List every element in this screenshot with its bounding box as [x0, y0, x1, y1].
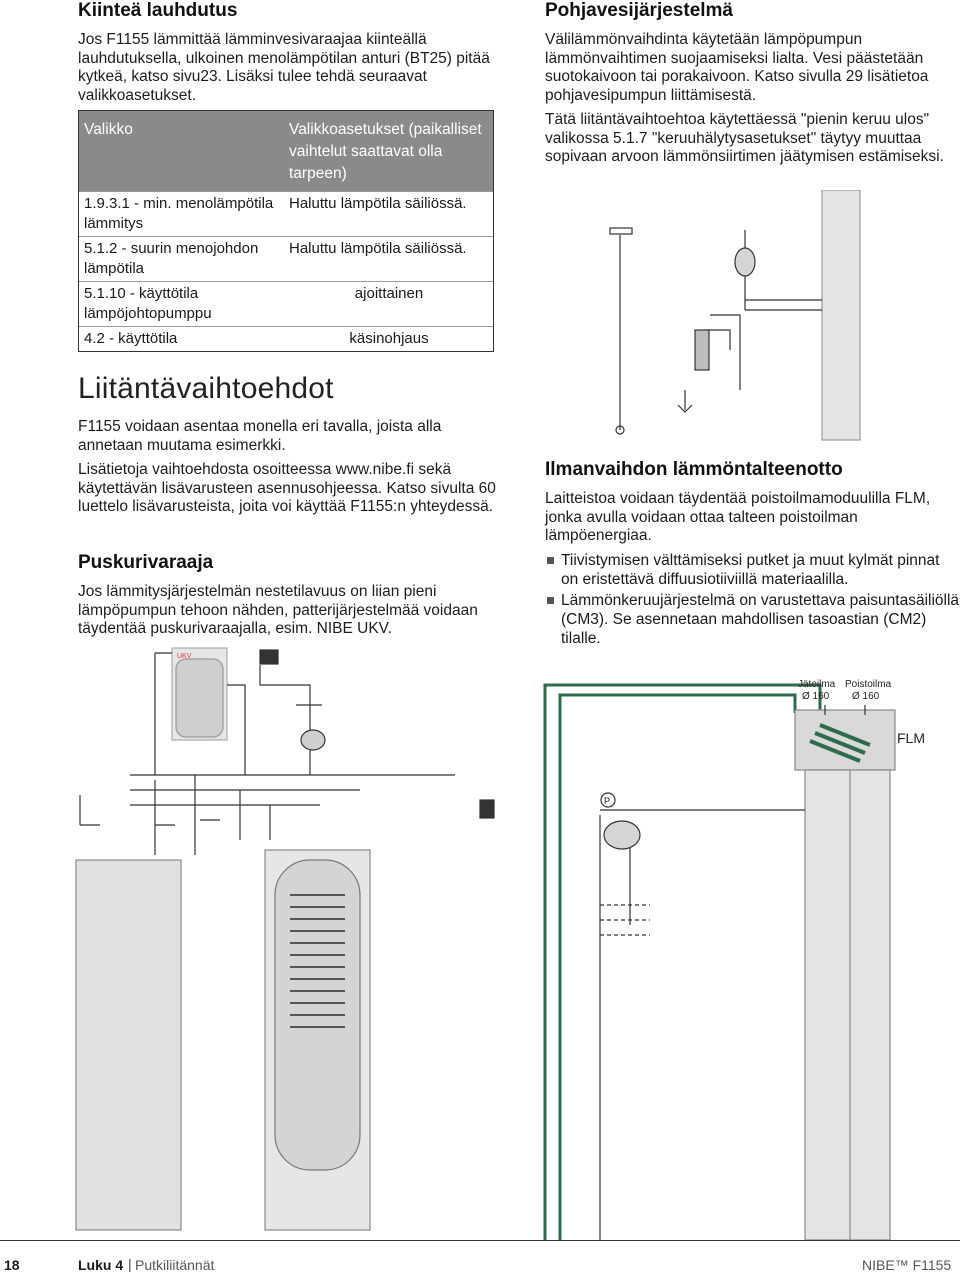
page-number: 18: [4, 1257, 20, 1273]
heat-pump-cabinet: [822, 190, 860, 440]
table-cell-setting: käsinohjaus: [349, 330, 429, 347]
ukv-label: UKV: [177, 653, 192, 660]
table-cell-setting: Haluttu lämpötila säiliössä.: [289, 195, 467, 212]
flm-label: FLM: [897, 730, 925, 746]
radiator-icon: [260, 650, 278, 664]
table-cell-setting: ajoittainen: [354, 285, 424, 302]
table-row: [79, 326, 493, 351]
bullet-item: Tiivistymisen välttämiseksi putket ja muut kylmät pinnat on eristettävä diffuusiotiiviillä materiaalilla.: [545, 551, 960, 589]
table-row: [79, 236, 493, 281]
paragraph-kiintea: Jos F1155 lämmittää lämminvesivaraajaa kiinteällä lauhdutuksella, ulkoinen menolämpötilan anturi (BT25) pitää kytkeä, katso sivu23. Lisäksi tulee tehdä seuraavat valikkoasetukset.: [78, 31, 490, 104]
table-cell-menu: 5.1.2 - suurin menojohdon lämpötila: [84, 240, 259, 277]
menu-settings-table: [78, 110, 494, 352]
paragraph-liitanta-1: F1155 voidaan asentaa monella eri tavalla, joista alla annetaan muutama esimerkki.: [78, 418, 442, 454]
footer-chapter: Luku 4: [78, 1257, 124, 1273]
paragraph-puskurivaraaja: Jos lämmitysjärjestelmän nestetilavuus on liian pieni lämpöpumpun tehoon nähden, patterijärjestelmää voidaan täydentää puskurivaraajalla, esim. NIBE UKV.: [78, 583, 478, 637]
flm-diagram: [540, 665, 960, 1240]
table-row: [79, 281, 493, 326]
table-cell-menu: 1.9.3.1 - min. menolämpötila lämmitys: [84, 195, 274, 232]
heat-pump-unit: [76, 860, 181, 1230]
table-cell-setting: Haluttu lämpötila säiliössä.: [289, 240, 467, 257]
ukv-tank-body: [176, 659, 223, 737]
paragraph-liitanta-2: Lisätietoja vaihtoehdosta osoitteessa www.nibe.fi sekä käytettävän lisävarusteen asennusohjeessa. Katso sivulta 60 luettelo lisävarusteista, joita voi käyttää F1155:n yhteydessä.: [78, 461, 496, 515]
poistoilma-diameter: Ø 160: [852, 691, 880, 702]
table-header: [79, 111, 493, 191]
footer-chapter-title: Putkiliitännät: [135, 1257, 215, 1273]
tap-icon: [480, 800, 494, 818]
paragraph-pohjavesi-1: Välilämmönvaihdinta käytetään lämpöpumpun lämmönvaihtimen suojaamiseksi lialta. Vesi päästetään suotokaivoon tai porakaivoon. Katso sivulla 29 lisätietoa pohjavesipumpun liittämisestä.: [545, 31, 929, 104]
page-footer: [0, 1240, 960, 1277]
groundwater-diagram: [600, 190, 930, 445]
jateilma-label: Jäteilma: [798, 679, 836, 690]
paragraph-pohjavesi-2: Tätä liitäntävaihtoehtoa käytettäessä "pienin keruu ulos" valikossa 5.1.7 "keruuhälytysasetukset" täytyy muuttaa sopivaan arvoon lämmönsiirtimen jäätymisen estämiseksi.: [545, 111, 944, 165]
table-cell-menu: 5.1.10 - käyttötila lämpöjohtopumppu: [84, 285, 212, 322]
poistoilma-label: Poistoilma: [845, 679, 892, 690]
buffer-tank-diagram: [60, 645, 500, 1235]
heat-pump-f1155: [805, 770, 890, 1240]
paragraph-ilmanvaihto: Laitteistoa voidaan täydentää poistoilmamoduulilla FLM, jonka avulla voidaan ottaa talteen poistoilman lämpöenergiaa.: [545, 490, 931, 544]
heading-puskurivaraaja: Puskurivaraaja: [78, 552, 214, 573]
bullet-list: [545, 551, 960, 650]
heading-ilmanvaihdon-lammontalteenotto: Ilmanvaihdon lämmöntalteenotto: [545, 459, 843, 480]
heading-liitantavaihtoehdot: Liitäntävaihtoehdot: [78, 372, 334, 405]
flm-module: [795, 710, 895, 770]
bullet-item: Lämmönkeruujärjestelmä on varustettava paisuntasäiliöllä (CM3). Se asennetaan mahdollisen tasoastian (CM2) tilalle.: [545, 591, 960, 648]
heading-pohjavesijarjestelma: Pohjavesijärjestelmä: [545, 0, 733, 21]
heading-kiintea-lauhdutus: Kiinteä lauhdutus: [78, 0, 238, 21]
footer-separator: |: [128, 1256, 132, 1272]
table-cell-menu: 4.2 - käyttötila: [84, 330, 178, 347]
jateilma-diameter: Ø 160: [802, 691, 830, 702]
pressure-label: P: [604, 796, 611, 806]
table-row: [79, 191, 493, 236]
table-header-menu: Valikko: [84, 121, 133, 138]
table-header-settings: Valikkoasetukset (paikalliset vaihtelut saattavat olla tarpeen): [289, 121, 482, 182]
footer-brand: NIBE™ F1155: [862, 1257, 952, 1273]
